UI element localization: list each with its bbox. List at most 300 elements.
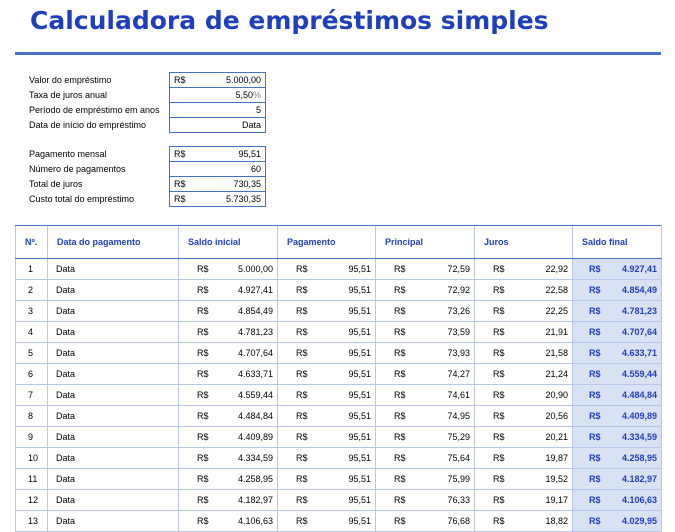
page-title: Calculadora de empréstimos simples bbox=[30, 6, 549, 35]
amount: 95,51 bbox=[348, 432, 371, 442]
currency-symbol: R$ bbox=[296, 369, 308, 379]
money-value bbox=[475, 448, 572, 468]
money-value bbox=[179, 448, 277, 468]
cell-beginning-balance[interactable] bbox=[179, 385, 278, 406]
amount: 4.707,64 bbox=[237, 348, 273, 358]
table-row bbox=[16, 406, 662, 427]
table-row bbox=[16, 280, 662, 301]
currency-symbol: R$ bbox=[197, 285, 209, 295]
cell-principal[interactable] bbox=[376, 469, 475, 490]
cell-interest[interactable] bbox=[475, 448, 573, 469]
currency-symbol: R$ bbox=[394, 327, 406, 337]
number-of-payments-value: 60 bbox=[250, 164, 261, 174]
cell-number[interactable]: 12 bbox=[16, 490, 48, 511]
title-divider bbox=[15, 52, 661, 55]
cell-payment-date[interactable]: Data bbox=[48, 385, 179, 406]
money-value bbox=[179, 490, 277, 510]
table-row bbox=[16, 385, 662, 406]
loan-period-cell[interactable] bbox=[169, 103, 266, 118]
money-value bbox=[278, 385, 375, 405]
loan-amount-value: 5.000,00 bbox=[225, 75, 261, 85]
amount: 4.854,49 bbox=[621, 285, 657, 295]
cell-principal[interactable] bbox=[376, 427, 475, 448]
currency-symbol: R$ bbox=[589, 327, 601, 337]
money-value bbox=[376, 448, 474, 468]
cell-payment-date[interactable]: Data bbox=[48, 259, 179, 280]
currency-symbol: R$ bbox=[174, 75, 186, 85]
money-value bbox=[573, 259, 661, 279]
header-beginning-balance[interactable]: Saldo inicial bbox=[179, 226, 278, 259]
summary-row-number-of-payments bbox=[29, 162, 269, 177]
cell-ending-balance[interactable] bbox=[573, 364, 662, 385]
currency-symbol: R$ bbox=[296, 348, 308, 358]
cell-interest[interactable] bbox=[475, 280, 573, 301]
table-row bbox=[16, 301, 662, 322]
amount: 74,95 bbox=[447, 411, 470, 421]
table-body bbox=[16, 259, 662, 532]
amount: 20,90 bbox=[545, 390, 568, 400]
cell-beginning-balance[interactable] bbox=[179, 301, 278, 322]
amount: 73,59 bbox=[447, 327, 470, 337]
header-payment[interactable]: Pagamento bbox=[278, 226, 376, 259]
money-value bbox=[376, 364, 474, 384]
amount: 95,51 bbox=[348, 411, 371, 421]
summary-label: Total de juros bbox=[29, 179, 83, 189]
money-value bbox=[179, 259, 277, 279]
cell-payment[interactable] bbox=[278, 511, 376, 532]
money-value bbox=[376, 259, 474, 279]
amount: 4.781,23 bbox=[621, 306, 657, 316]
input-label: Taxa de juros anual bbox=[29, 90, 108, 100]
amount: 4.258,95 bbox=[237, 474, 273, 484]
cell-interest[interactable] bbox=[475, 322, 573, 343]
currency-symbol: R$ bbox=[197, 411, 209, 421]
money-value bbox=[376, 490, 474, 510]
money-value bbox=[376, 406, 474, 426]
cell-principal[interactable] bbox=[376, 322, 475, 343]
table-header-row bbox=[16, 226, 662, 259]
cell-number[interactable]: 6 bbox=[16, 364, 48, 385]
amount: 4.854,49 bbox=[237, 306, 273, 316]
money-value bbox=[278, 448, 375, 468]
cell-interest[interactable] bbox=[475, 490, 573, 511]
money-value bbox=[573, 490, 661, 510]
money-value bbox=[573, 406, 661, 426]
summary-row-monthly-payment bbox=[29, 147, 269, 162]
money-value bbox=[475, 490, 572, 510]
money-value bbox=[475, 259, 572, 279]
header-number[interactable]: Nº. bbox=[16, 226, 48, 259]
summary-label: Custo total do empréstimo bbox=[29, 194, 135, 204]
start-date-cell[interactable] bbox=[169, 118, 266, 133]
amount: 4.106,63 bbox=[621, 495, 657, 505]
money-value bbox=[376, 322, 474, 342]
currency-symbol: R$ bbox=[493, 495, 505, 505]
amount: 19,87 bbox=[545, 453, 568, 463]
cell-payment-date[interactable]: Data bbox=[48, 448, 179, 469]
cell-interest[interactable] bbox=[475, 511, 573, 532]
cell-principal[interactable] bbox=[376, 406, 475, 427]
money-value bbox=[278, 469, 375, 489]
currency-symbol: R$ bbox=[197, 495, 209, 505]
amount: 4.334,59 bbox=[237, 453, 273, 463]
amount: 95,51 bbox=[348, 327, 371, 337]
table-row bbox=[16, 469, 662, 490]
summary-label: Pagamento mensal bbox=[29, 149, 107, 159]
currency-symbol: R$ bbox=[493, 411, 505, 421]
currency-symbol: R$ bbox=[296, 390, 308, 400]
currency-symbol: R$ bbox=[197, 306, 209, 316]
amount: 4.029,95 bbox=[621, 516, 657, 526]
cell-payment[interactable] bbox=[278, 469, 376, 490]
loan-summary bbox=[29, 147, 269, 207]
money-value bbox=[179, 364, 277, 384]
amount: 4.409,89 bbox=[621, 411, 657, 421]
money-value bbox=[376, 301, 474, 321]
cell-beginning-balance[interactable] bbox=[179, 448, 278, 469]
cell-number[interactable]: 1 bbox=[16, 259, 48, 280]
amount: 19,52 bbox=[545, 474, 568, 484]
loan-period-value: 5 bbox=[255, 105, 261, 115]
summary-label: Número de pagamentos bbox=[29, 164, 126, 174]
currency-symbol: R$ bbox=[174, 149, 186, 159]
amount: 4.334,59 bbox=[621, 432, 657, 442]
amount: 75,29 bbox=[447, 432, 470, 442]
currency-symbol: R$ bbox=[589, 495, 601, 505]
currency-symbol: R$ bbox=[589, 474, 601, 484]
cell-beginning-balance[interactable] bbox=[179, 343, 278, 364]
cell-interest[interactable] bbox=[475, 469, 573, 490]
amount: 74,27 bbox=[447, 369, 470, 379]
currency-symbol: R$ bbox=[394, 411, 406, 421]
table-row bbox=[16, 259, 662, 280]
currency-symbol: R$ bbox=[394, 432, 406, 442]
currency-symbol: R$ bbox=[589, 432, 601, 442]
cell-payment-date[interactable]: Data bbox=[48, 322, 179, 343]
cell-ending-balance[interactable] bbox=[573, 448, 662, 469]
currency-symbol: R$ bbox=[493, 327, 505, 337]
money-value bbox=[278, 364, 375, 384]
amount: 18,82 bbox=[545, 516, 568, 526]
amortization-table bbox=[15, 225, 662, 532]
currency-symbol: R$ bbox=[296, 306, 308, 316]
start-date-value: Data bbox=[241, 120, 261, 130]
currency-symbol: R$ bbox=[197, 264, 209, 274]
amount: 20,21 bbox=[545, 432, 568, 442]
cell-payment[interactable] bbox=[278, 385, 376, 406]
cell-payment-date[interactable]: Data bbox=[48, 427, 179, 448]
amount: 4.484,84 bbox=[237, 411, 273, 421]
input-label: Valor do empréstimo bbox=[29, 75, 112, 85]
cell-payment[interactable] bbox=[278, 343, 376, 364]
amount: 72,92 bbox=[447, 285, 470, 295]
summary-row-total-cost bbox=[29, 192, 269, 207]
currency-symbol: R$ bbox=[493, 453, 505, 463]
input-label: Período de empréstimo em anos bbox=[29, 105, 160, 115]
cell-principal[interactable] bbox=[376, 448, 475, 469]
currency-symbol: R$ bbox=[493, 348, 505, 358]
input-row-loan-amount bbox=[29, 73, 269, 88]
currency-symbol: R$ bbox=[394, 306, 406, 316]
monthly-payment-value: 95,51 bbox=[238, 149, 261, 159]
input-row-start-date bbox=[29, 118, 269, 133]
cell-beginning-balance[interactable] bbox=[179, 280, 278, 301]
monthly-payment-cell[interactable] bbox=[169, 146, 266, 162]
amount: 74,61 bbox=[447, 390, 470, 400]
cell-principal[interactable] bbox=[376, 343, 475, 364]
money-value bbox=[573, 280, 661, 300]
cell-number[interactable]: 3 bbox=[16, 301, 48, 322]
cell-ending-balance[interactable] bbox=[573, 301, 662, 322]
cell-principal[interactable] bbox=[376, 511, 475, 532]
amount: 95,51 bbox=[348, 390, 371, 400]
currency-symbol: R$ bbox=[589, 390, 601, 400]
amount: 73,26 bbox=[447, 306, 470, 316]
cell-interest[interactable] bbox=[475, 301, 573, 322]
cell-payment-date[interactable]: Data bbox=[48, 490, 179, 511]
amount: 4.633,71 bbox=[237, 369, 273, 379]
total-cost-value: 5.730,35 bbox=[225, 194, 261, 204]
table-row bbox=[16, 322, 662, 343]
cell-ending-balance[interactable] bbox=[573, 259, 662, 280]
money-value bbox=[573, 301, 661, 321]
currency-symbol: R$ bbox=[296, 411, 308, 421]
header-principal[interactable]: Principal bbox=[376, 226, 475, 259]
cell-beginning-balance[interactable] bbox=[179, 322, 278, 343]
money-value bbox=[475, 280, 572, 300]
money-value bbox=[376, 469, 474, 489]
currency-symbol: R$ bbox=[296, 516, 308, 526]
money-value bbox=[376, 385, 474, 405]
cell-payment[interactable] bbox=[278, 490, 376, 511]
amount: 21,58 bbox=[545, 348, 568, 358]
cell-beginning-balance[interactable] bbox=[179, 511, 278, 532]
cell-number[interactable]: 5 bbox=[16, 343, 48, 364]
currency-symbol: R$ bbox=[394, 495, 406, 505]
cell-ending-balance[interactable] bbox=[573, 280, 662, 301]
currency-symbol: R$ bbox=[197, 516, 209, 526]
header-payment-date[interactable]: Data do pagamento bbox=[48, 226, 179, 259]
cell-payment[interactable] bbox=[278, 280, 376, 301]
amount: 75,64 bbox=[447, 453, 470, 463]
money-value bbox=[573, 469, 661, 489]
cell-beginning-balance[interactable] bbox=[179, 469, 278, 490]
money-value bbox=[376, 427, 474, 447]
number-of-payments-cell[interactable] bbox=[169, 162, 266, 177]
money-value bbox=[573, 448, 661, 468]
money-value bbox=[475, 322, 572, 342]
money-value bbox=[573, 322, 661, 342]
amount: 22,25 bbox=[545, 306, 568, 316]
money-value bbox=[475, 343, 572, 363]
currency-symbol: R$ bbox=[493, 390, 505, 400]
cell-number[interactable]: 10 bbox=[16, 448, 48, 469]
summary-row-total-interest bbox=[29, 177, 269, 192]
currency-symbol: R$ bbox=[589, 369, 601, 379]
money-value bbox=[179, 301, 277, 321]
header-ending-balance[interactable]: Saldo final bbox=[573, 226, 662, 259]
table-row bbox=[16, 511, 662, 532]
amount: 95,51 bbox=[348, 516, 371, 526]
currency-symbol: R$ bbox=[296, 453, 308, 463]
amount: 21,91 bbox=[545, 327, 568, 337]
cell-ending-balance[interactable] bbox=[573, 469, 662, 490]
amount: 4.559,44 bbox=[621, 369, 657, 379]
amount: 95,51 bbox=[348, 264, 371, 274]
cell-interest[interactable] bbox=[475, 427, 573, 448]
cell-payment[interactable] bbox=[278, 364, 376, 385]
money-value bbox=[278, 406, 375, 426]
currency-symbol: R$ bbox=[589, 348, 601, 358]
money-value bbox=[179, 343, 277, 363]
interest-rate-value: 5,50% bbox=[235, 90, 261, 100]
money-value bbox=[179, 427, 277, 447]
money-value bbox=[278, 343, 375, 363]
cell-number[interactable]: 2 bbox=[16, 280, 48, 301]
amount: 4.559,44 bbox=[237, 390, 273, 400]
cell-beginning-balance[interactable] bbox=[179, 364, 278, 385]
money-value bbox=[475, 469, 572, 489]
amount: 21,24 bbox=[545, 369, 568, 379]
total-interest-cell[interactable] bbox=[169, 177, 266, 192]
cell-payment-date[interactable]: Data bbox=[48, 511, 179, 532]
currency-symbol: R$ bbox=[493, 516, 505, 526]
cell-payment-date[interactable]: Data bbox=[48, 301, 179, 322]
currency-symbol: R$ bbox=[174, 194, 186, 204]
currency-symbol: R$ bbox=[589, 516, 601, 526]
cell-number[interactable]: 9 bbox=[16, 427, 48, 448]
currency-symbol: R$ bbox=[174, 179, 186, 189]
money-value bbox=[475, 427, 572, 447]
amount: 4.927,41 bbox=[621, 264, 657, 274]
money-value bbox=[376, 343, 474, 363]
cell-principal[interactable] bbox=[376, 364, 475, 385]
amount: 4.707,64 bbox=[621, 327, 657, 337]
money-value bbox=[573, 343, 661, 363]
money-value bbox=[573, 511, 661, 531]
money-value bbox=[376, 280, 474, 300]
amount: 95,51 bbox=[348, 306, 371, 316]
money-value bbox=[179, 322, 277, 342]
money-value bbox=[179, 511, 277, 531]
cell-ending-balance[interactable] bbox=[573, 511, 662, 532]
amount: 4.484,84 bbox=[621, 390, 657, 400]
cell-payment-date[interactable]: Data bbox=[48, 343, 179, 364]
cell-interest[interactable] bbox=[475, 406, 573, 427]
currency-symbol: R$ bbox=[197, 432, 209, 442]
cell-number[interactable]: 7 bbox=[16, 385, 48, 406]
currency-symbol: R$ bbox=[394, 516, 406, 526]
amount: 75,99 bbox=[447, 474, 470, 484]
cell-beginning-balance[interactable] bbox=[179, 259, 278, 280]
money-value bbox=[278, 511, 375, 531]
table-row bbox=[16, 427, 662, 448]
amount: 95,51 bbox=[348, 474, 371, 484]
cell-payment-date[interactable]: Data bbox=[48, 469, 179, 490]
currency-symbol: R$ bbox=[296, 327, 308, 337]
cell-number[interactable]: 11 bbox=[16, 469, 48, 490]
currency-symbol: R$ bbox=[296, 432, 308, 442]
loan-amount-cell[interactable] bbox=[169, 72, 266, 88]
cell-ending-balance[interactable] bbox=[573, 385, 662, 406]
cell-payment-date[interactable]: Data bbox=[48, 280, 179, 301]
cell-payment[interactable] bbox=[278, 406, 376, 427]
cell-payment[interactable] bbox=[278, 427, 376, 448]
currency-symbol: R$ bbox=[296, 474, 308, 484]
cell-ending-balance[interactable] bbox=[573, 343, 662, 364]
input-label: Data de início do empréstimo bbox=[29, 120, 147, 130]
amount: 95,51 bbox=[348, 495, 371, 505]
currency-symbol: R$ bbox=[493, 306, 505, 316]
interest-rate-cell[interactable] bbox=[169, 88, 266, 103]
cell-ending-balance[interactable] bbox=[573, 490, 662, 511]
cell-payment-date[interactable]: Data bbox=[48, 364, 179, 385]
currency-symbol: R$ bbox=[296, 285, 308, 295]
currency-symbol: R$ bbox=[493, 264, 505, 274]
currency-symbol: R$ bbox=[197, 348, 209, 358]
cell-payment[interactable] bbox=[278, 259, 376, 280]
cell-principal[interactable] bbox=[376, 490, 475, 511]
money-value bbox=[179, 280, 277, 300]
cell-number[interactable]: 8 bbox=[16, 406, 48, 427]
currency-symbol: R$ bbox=[394, 285, 406, 295]
money-value bbox=[475, 301, 572, 321]
cell-payment[interactable] bbox=[278, 448, 376, 469]
amount: 95,51 bbox=[348, 348, 371, 358]
currency-symbol: R$ bbox=[493, 369, 505, 379]
currency-symbol: R$ bbox=[589, 453, 601, 463]
cell-number[interactable]: 13 bbox=[16, 511, 48, 532]
money-value bbox=[573, 385, 661, 405]
cell-interest[interactable] bbox=[475, 259, 573, 280]
cell-beginning-balance[interactable] bbox=[179, 406, 278, 427]
cell-principal[interactable] bbox=[376, 259, 475, 280]
money-value bbox=[179, 469, 277, 489]
cell-principal[interactable] bbox=[376, 301, 475, 322]
table-row bbox=[16, 448, 662, 469]
currency-symbol: R$ bbox=[197, 369, 209, 379]
cell-payment[interactable] bbox=[278, 322, 376, 343]
amount: 19,17 bbox=[545, 495, 568, 505]
cell-ending-balance[interactable] bbox=[573, 322, 662, 343]
cell-payment[interactable] bbox=[278, 301, 376, 322]
amount: 4.927,41 bbox=[237, 285, 273, 295]
header-interest[interactable]: Juros bbox=[475, 226, 573, 259]
cell-beginning-balance[interactable] bbox=[179, 490, 278, 511]
amount: 76,33 bbox=[447, 495, 470, 505]
currency-symbol: R$ bbox=[394, 348, 406, 358]
money-value bbox=[573, 427, 661, 447]
cell-principal[interactable] bbox=[376, 280, 475, 301]
money-value bbox=[278, 490, 375, 510]
cell-beginning-balance[interactable] bbox=[179, 427, 278, 448]
cell-ending-balance[interactable] bbox=[573, 427, 662, 448]
total-cost-cell[interactable] bbox=[169, 192, 266, 207]
input-row-interest-rate bbox=[29, 88, 269, 103]
amount: 95,51 bbox=[348, 285, 371, 295]
cell-interest[interactable] bbox=[475, 385, 573, 406]
money-value bbox=[278, 301, 375, 321]
cell-interest[interactable] bbox=[475, 343, 573, 364]
money-value bbox=[475, 364, 572, 384]
cell-interest[interactable] bbox=[475, 364, 573, 385]
cell-payment-date[interactable]: Data bbox=[48, 406, 179, 427]
currency-symbol: R$ bbox=[296, 264, 308, 274]
money-value bbox=[278, 280, 375, 300]
cell-number[interactable]: 4 bbox=[16, 322, 48, 343]
cell-ending-balance[interactable] bbox=[573, 406, 662, 427]
cell-principal[interactable] bbox=[376, 385, 475, 406]
